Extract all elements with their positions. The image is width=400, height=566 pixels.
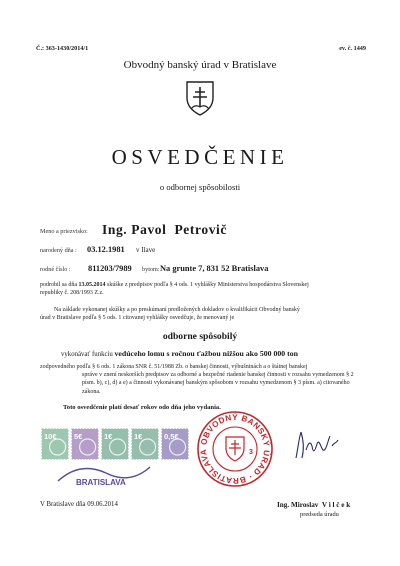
exam-date: 13.05.2014 bbox=[78, 282, 106, 288]
exam-paragraph bbox=[40, 281, 370, 297]
signatory-role: predseda úradu bbox=[300, 511, 339, 518]
competence-statement: odborne spôsobilý bbox=[162, 331, 238, 342]
birth-date-label: narodený dňa : bbox=[40, 247, 77, 254]
name-label: Meno a priezvisko: bbox=[40, 228, 88, 235]
issue-place-date: V Bratislave dňa 09.06.2014 bbox=[40, 501, 118, 508]
coat-of-arms-icon bbox=[185, 80, 215, 116]
document-subtitle: o odbornej spôsobilosti bbox=[159, 182, 241, 192]
authority-name: Obvodný banský úrad v Bratislave bbox=[123, 59, 277, 71]
signatory-name: Ing. Miroslav V i l č e k bbox=[277, 501, 351, 509]
function-title: vedúceho lomu s ročnou ťažbou nižšou ako 500 000 ton bbox=[114, 349, 298, 358]
function-prefix: vykonávať funkciu bbox=[61, 351, 113, 358]
holder-name: Ing. Pavol Petrovič bbox=[102, 222, 227, 237]
seal-number: 3 bbox=[249, 449, 253, 456]
revenue-stamps bbox=[40, 423, 196, 489]
document-title: OSVEDČENIE bbox=[111, 145, 289, 169]
exam-text: skúške z predpisov podľa § 4 ods. 1 vyhlášky Ministerstva hospodárstva Slovenskej bbox=[107, 282, 309, 288]
duties-line-3: písm. b), c), d) a e) a činnosti vykonávanej banským spôsobom v rozsahu vymedzenom § 3 písm. a) citovaného bbox=[82, 380, 350, 387]
seal-ring-text: OBVODNÝ BANSKÝ ÚRAD · BRATISLAVA bbox=[198, 412, 272, 486]
revenue-stamps-graphic bbox=[40, 423, 196, 489]
id-number: 811203/7989 bbox=[88, 264, 132, 273]
official-seal-graphic bbox=[196, 410, 274, 488]
duties-line-4: zákona. bbox=[82, 388, 101, 395]
revenue-stamp-value: 1€ bbox=[134, 432, 143, 441]
reference-number: Č.: 363-1430/2014/1 bbox=[36, 45, 89, 52]
basis-paragraph bbox=[40, 306, 370, 322]
basis-line-1: Na základe vykonanej skúšky a po preskúmaní predložených dokladov o kvalifikácii Obvodný banský bbox=[54, 307, 300, 313]
residence-label: bytom: bbox=[142, 266, 160, 273]
exam-prefix: podrobil sa dňa bbox=[40, 282, 77, 288]
exam-regulation: republiky č. 208/1993 Z.z. bbox=[40, 290, 104, 297]
official-seal bbox=[196, 410, 274, 488]
revenue-stamp-value: 5€ bbox=[74, 432, 83, 441]
revenue-stamp-value: 10€ bbox=[44, 432, 57, 441]
duties-paragraph bbox=[40, 363, 372, 396]
function-line bbox=[61, 349, 298, 358]
validity-statement: Toto osvedčenie platí desať rokov odo dňa jeho vydania. bbox=[63, 404, 221, 411]
duties-line-1: zodpovedného podľa § 6 ods. 1 zákona SNR č. 51/1988 Zb. o banskej činnosti, výbušninách a o štátnej banskej bbox=[40, 364, 308, 370]
duties-line-2: správe v znení neskorších predpisov za odborné a bezpečné riadenie banskej činnosti v rozsahu vymedzenom § 2 bbox=[82, 372, 354, 379]
id-number-label: rodné číslo : bbox=[40, 266, 71, 273]
overprint-text: BRATISLAVA bbox=[76, 478, 126, 487]
signature bbox=[292, 428, 342, 464]
evidence-number: ev. č. 1449 bbox=[339, 45, 366, 52]
basis-line-2: úrad v Bratislave podľa § 5 ods. 1 citovanej vyhlášky osvedčuje, že menovaný je bbox=[40, 315, 235, 322]
residence-address: Na grunte 7, 831 52 Bratislava bbox=[160, 264, 269, 273]
revenue-stamp-value: 0,5€ bbox=[164, 432, 179, 441]
revenue-stamp-value: 1€ bbox=[104, 432, 113, 441]
birth-place: v Ilave bbox=[136, 246, 156, 254]
birth-date: 03.12.1981 bbox=[87, 245, 125, 254]
